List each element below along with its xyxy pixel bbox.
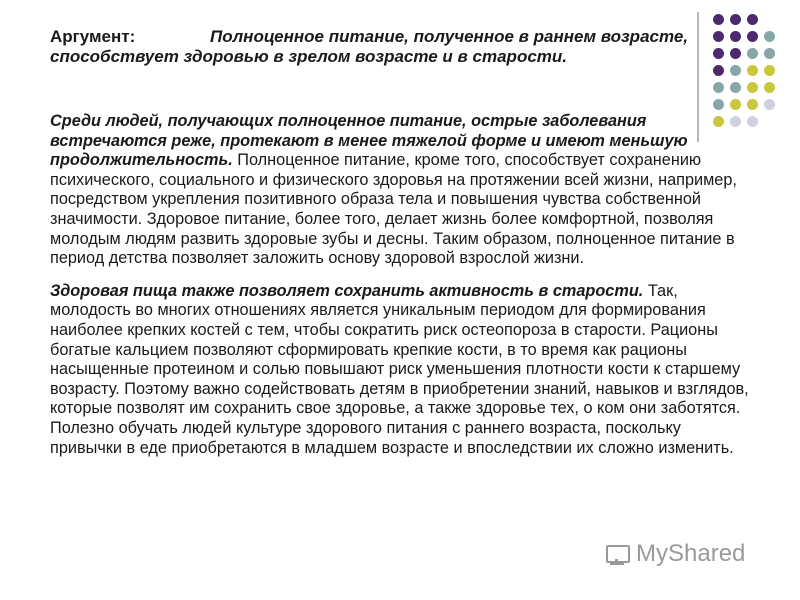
paragraph-2-text: Так, молодость во многих отношениях является уникальным периодом для формирования наиболее крепких костей с тем, чтобы сократить риск остеопороза в старости. Рационы богатые кальцием позволяют сформировать крепкие кости, в то время как рационы насыщенные протеином и солью повышают риск уменьшения плотности кости к старшему возрасту. Поэтому важно содействовать детям в приобретении знаний, навыков и взглядов, которые позволят им сохранить свое здоровье, а также здоровье тех, о ком они заботятся. Полезно обучать людей культуре здорового питания с раннего возраста, поскольку привычки в еде приобретаются в младшем возрасте и впоследствии их сложно изменить. — [50, 281, 749, 457]
argument-heading — [50, 27, 690, 67]
dot-icon — [730, 14, 741, 25]
dot-icon — [747, 14, 758, 25]
dot-icon — [764, 82, 775, 93]
dot-icon — [764, 65, 775, 76]
paragraph-1-emphasis: Среди людей, получающих полноценное питание, острые заболевания встречаются реже, протекают в менее тяжелой форме и имеют меньшую продолжительность. — [50, 112, 688, 170]
dot-icon — [713, 48, 724, 59]
paragraph-1-text: Полноценное питание, кроме того, способствует сохранению психического, социального и физического здоровья на протяжении всей жизни, например, посредством укрепления позитивного образа тела и повышения чувства собственной значимости. Здоровое питание, более того, делает жизнь более комфортной, позволяя молодым людям развить здоровые зубы и десны. Таким образом, полноценное питание в период детства позволяет заложить основу здоровой взрослой жизни. — [50, 151, 737, 268]
dot-icon — [713, 14, 724, 25]
dot-icon — [764, 31, 775, 42]
dot-icon — [747, 99, 758, 110]
dot-icon — [764, 99, 775, 110]
dot-icon — [730, 31, 741, 42]
dot-icon — [747, 48, 758, 59]
document-body — [50, 112, 750, 458]
dot-icon — [713, 99, 724, 110]
dot-icon — [730, 99, 741, 110]
dot-icon — [747, 31, 758, 42]
dot-icon — [730, 48, 741, 59]
dot-icon — [713, 82, 724, 93]
paragraph-2 — [50, 282, 750, 458]
dot-icon — [713, 65, 724, 76]
dot-icon — [713, 31, 724, 42]
argument-label: Аргумент: — [50, 27, 136, 46]
watermark — [604, 537, 745, 571]
dot-icon — [747, 65, 758, 76]
dot-icon — [730, 82, 741, 93]
watermark-text: MyShared — [636, 540, 746, 567]
argument-text: Полноценное питание, полученное в раннем возрасте, способствует здоровью в зрелом возрасте и в старости. — [50, 27, 689, 66]
paragraph-1 — [50, 112, 750, 269]
dot-icon — [730, 65, 741, 76]
paragraph-2-emphasis: Здоровая пища также позволяет сохранить активность в старости. — [50, 281, 644, 300]
dot-icon — [747, 82, 758, 93]
dot-icon — [764, 48, 775, 59]
presentation-icon — [604, 541, 630, 567]
